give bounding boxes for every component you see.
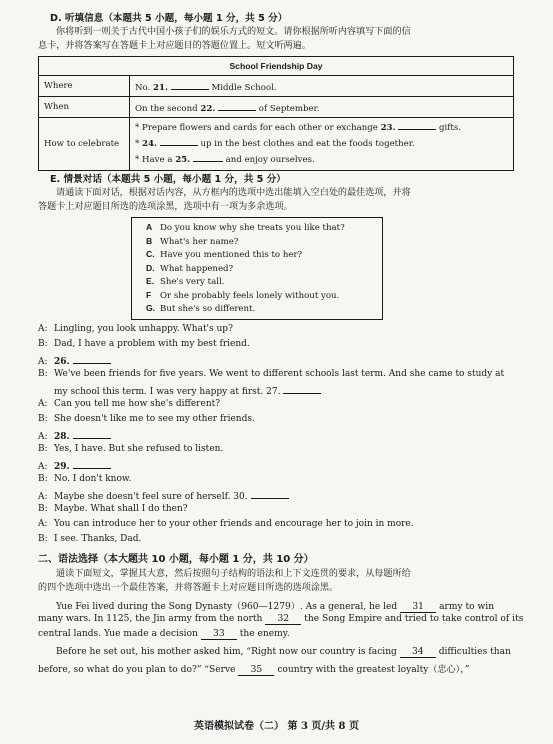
option-e: E. She's very tall. [146,276,225,287]
dialogue-line: A: 29. [38,459,111,472]
passage-line: Yue Fei lived during the Song Dynasty（960—1279）. As a general, he led 31 army to win [56,602,495,612]
dialogue-line: B: No. I don't know. [38,474,132,484]
dialogue-line: B: She doesn't like me to see my other friends. [38,414,255,424]
row-label-where: Where [39,76,130,97]
option-c: C. Have you mentioned this to her? [146,249,303,260]
passage-line: central lands. Yue made a decision 33 the enemy. [38,629,290,639]
answer-blank-22[interactable] [218,101,256,111]
answer-blank-28[interactable] [73,429,111,439]
bullet-icon: * [135,123,140,133]
part-ii-instruction-1: 通读下面短文，掌握其大意，然后按照句子结构的语法和上下文连贯的要求，从每题所给 [56,569,411,579]
answer-blank-23[interactable] [398,120,436,130]
dialogue-line: A: Maybe she doesn't feel sure of herself. 30. [38,489,289,502]
part-e-heading: E. 情景对话（本题共 5 小题，每小题 1 分，共 5 分） [50,174,286,185]
dialogue-line: A: 28. [38,429,111,442]
passage-line: many wars. In 1125, the Jin army from the north 32 the Song Empire and tried to take control of its [38,614,524,624]
answer-blank-21[interactable] [171,80,209,90]
answer-blank-26[interactable] [73,354,111,364]
part-d-heading: D. 听填信息（本题共 5 小题，每小题 1 分，共 5 分） [50,13,288,24]
gap-33[interactable]: 33 [201,629,237,640]
option-g: G. But she's so different. [146,303,256,314]
celebrate-item: * 24. up in the best clothes and eat the foods together. [135,136,508,152]
gap-31[interactable]: 31 [400,602,436,613]
page-footer: 英语模拟试卷（二） 第 3 页/共 8 页 [194,721,359,732]
friendship-day-table [38,56,514,171]
dialogue-line: B: Maybe. What shall I do then? [38,504,188,514]
row-value-when: On the second 22. of September. [130,97,514,118]
part-e-instruction-2: 答题卡上对应题目所选的选项涂黑，选项中有一项为多余选项。 [38,202,293,212]
row-label-when: When [39,97,130,118]
answer-blank-29[interactable] [73,459,111,469]
row-label-celebrate: How to celebrate [39,118,130,171]
gap-32[interactable]: 32 [265,614,301,625]
options-box [131,217,383,320]
row-value-celebrate [130,118,514,171]
part-d-instruction-2: 息卡，并将答案写在答题卡上对应题目的答题位置上。短文听两遍。 [38,41,311,51]
dialogue-line: A: You can introduce her to your other friends and encourage her to join in more. [38,519,414,529]
bullet-icon: * [135,155,140,165]
option-a: A Do you know why she treats you like that? [146,222,345,233]
part-d-instruction-1: 你将听到一则关于古代中国小孩子们的娱乐方式的短文。请你根据所听内容填写下面的信 [56,27,411,37]
dialogue-line: B: We've been friends for five years. We went to different schools last term. And she came to study at [38,369,505,379]
option-b: B What's her name? [146,235,239,247]
dialogue-line: B: Dad, I have a problem with my best friend. [38,339,250,349]
part-e-instruction-1: 请通读下面对话，根据对话内容，从方框内的选项中选出能填入空白处的最佳选项，并将 [56,188,411,198]
part-ii-heading: 二、语法选择（本大题共 10 小题，每小题 1 分，共 10 分） [38,554,314,565]
dialogue-line: A: Can you tell me how she's different? [38,399,221,409]
table-title: School Friendship Day [39,57,514,76]
answer-blank-30[interactable] [251,489,289,499]
part-ii-instruction-2: 的四个选项中选出一个最佳答案，并将答题卡上对应题目所选的选项涂黑。 [38,583,339,593]
gap-35[interactable]: 35 [238,665,274,676]
passage-line: before, so what do you plan to do?” “Serve 35 country with the greatest loyalty（忠心），” [38,665,470,675]
celebrate-item: * Prepare flowers and cards for each other or exchange 23. gifts. [135,120,508,136]
dialogue-line: A: 26. [38,354,111,367]
question-number: 22. [200,103,216,114]
dialogue-line: B: Yes, I have. But she refused to listen. [38,444,224,454]
answer-blank-25[interactable] [193,152,223,162]
answer-blank-24[interactable] [160,136,198,146]
dialogue-line: my school this term. I was very happy at first. 27. [38,384,321,397]
celebrate-item: * Have a 25. and enjoy ourselves. [135,152,508,168]
answer-blank-27[interactable] [283,384,321,394]
row-value-where: No. 21. Middle School. [130,76,514,97]
bullet-icon: * [135,139,140,149]
question-number: 21. [153,82,168,93]
option-f: F Or she probably feels lonely without you. [146,289,340,301]
passage-line: Before he set out, his mother asked him, “Right now our country is facing 34 difficulties than [56,647,511,657]
dialogue-line: B: I see. Thanks, Dad. [38,534,142,544]
option-d: D. What happened? [146,262,234,274]
dialogue-line: A: Lingling, you look unhappy. What's up? [38,324,233,334]
gap-34[interactable]: 34 [400,647,436,658]
